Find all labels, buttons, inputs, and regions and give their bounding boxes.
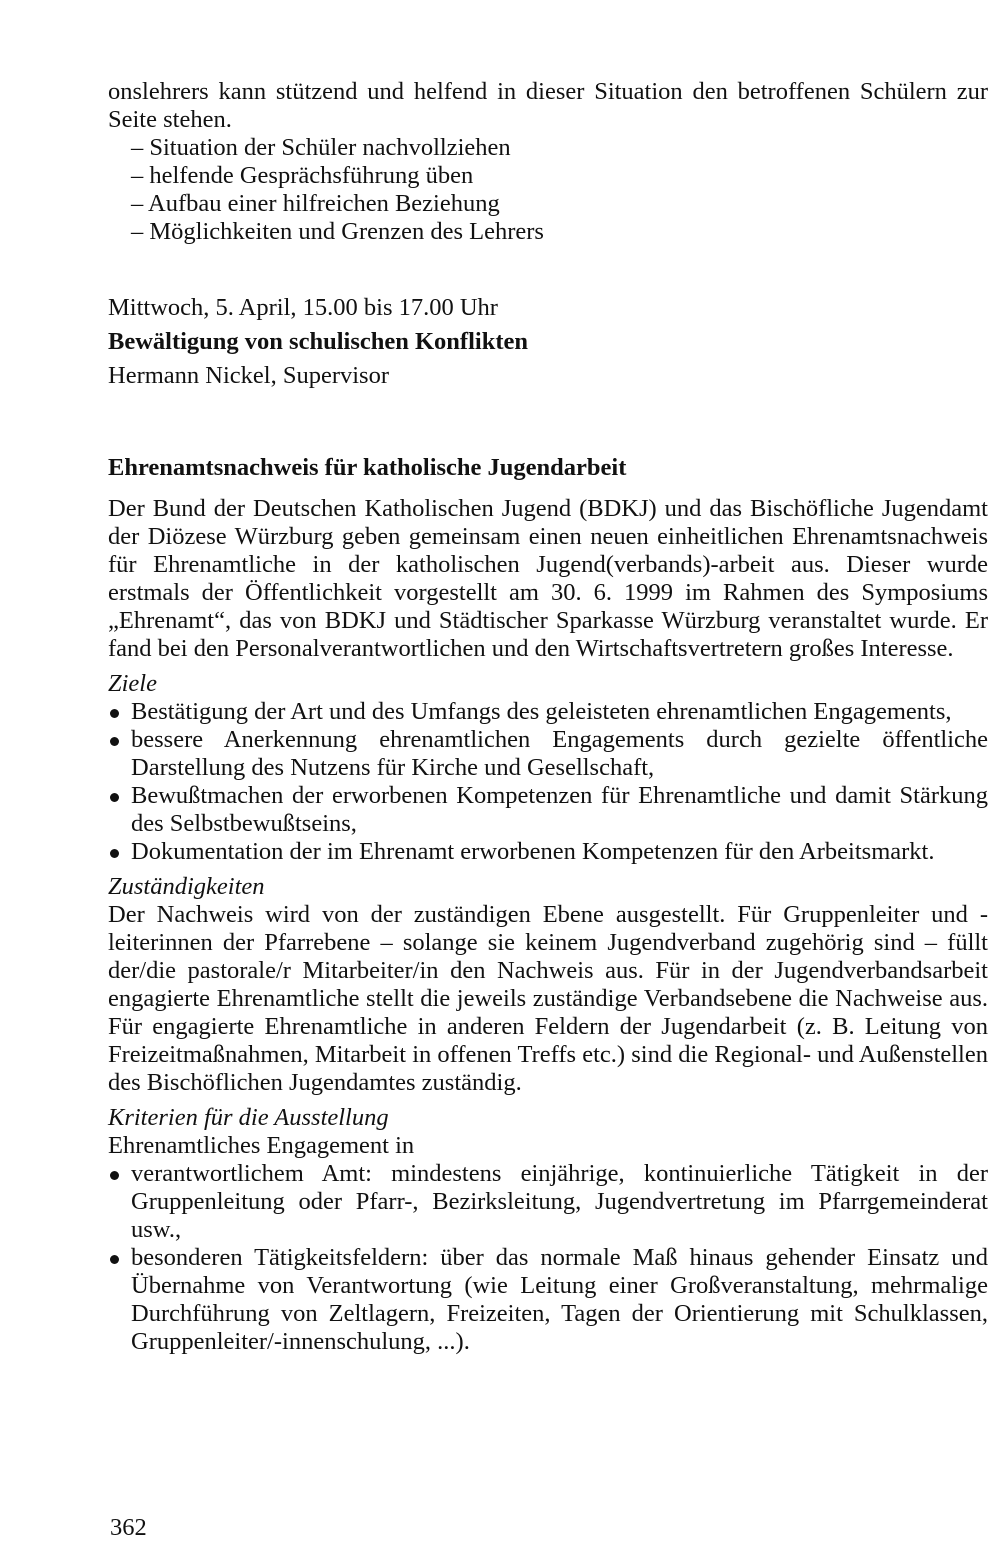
kriterien-list-item: besonderen Tätigkeitsfeldern: über das normale Maß hinaus gehender Einsatz und Übernahme von Verantwortung (wie Leitung einer Großveranstaltung, mehrmalige Durchführung von Zeltlagern, Freizeiten, Tagen der Orientierung mit Schulklassen, Gruppenleiter/-innenschulung, ...). bbox=[108, 1244, 988, 1356]
ziele-list-item: bessere Anerkennung ehrenamtlichen Engagements durch gezielte öffentliche Darstellung des Nutzens für Kirche und Gesellschaft, bbox=[108, 726, 988, 782]
session-date: Mittwoch, 5. April, 15.00 bis 17.00 Uhr bbox=[108, 294, 498, 321]
ziele-list-item: Bestätigung der Art und des Umfangs des geleisteten ehrenamtlichen Engagements, bbox=[108, 698, 988, 726]
kriterien-list-item: verantwortlichem Amt: mindestens einjährige, kontinuierliche Tätigkeit in der Gruppenleitung oder Pfarr-, Bezirksleitung, Jugendvertretung im Pfarrgemeinderat usw., bbox=[108, 1160, 988, 1244]
page-number: 362 bbox=[110, 1514, 147, 1541]
intro-list-item: – helfende Gesprächsführung üben bbox=[131, 162, 474, 189]
kriterien-heading: Kriterien für die Ausstellung bbox=[108, 1104, 389, 1131]
ziele-heading: Ziele bbox=[108, 670, 157, 697]
intro-paragraph: onslehrers kann stützend und helfend in dieser Situation den betroffenen Schülern zur Seite stehen. bbox=[108, 78, 988, 133]
section-intro: Der Bund der Deutschen Katholischen Jugend (BDKJ) und das Bischöfliche Jugendamt der Diözese Würzburg geben gemeinsam einen neuen einheitlichen Ehrenamtsnachweis für Ehrenamtliche in der katholischen Jugend(verbands)-arbeit aus. Dieser wurde erstmals der Öffentlichkeit vorgestellt am 30. 6. 1999 im Rahmen des Symposiums „Ehrenamt“, das von BDKJ und Städtischer Sparkasse Würzburg veranstaltet wurde. Er fand bei den Personalverantwortlichen und den Wirtschaftsvertretern großes Interesse. bbox=[108, 495, 988, 662]
intro-list-item: – Möglichkeiten und Grenzen des Lehrers bbox=[131, 218, 544, 245]
spacer bbox=[108, 246, 988, 294]
zustaendigkeiten-text: Der Nachweis wird von der zuständigen Ebene ausgestellt. Für Gruppenleiter und -leiterinnen der Pfarrebene – solange sie keinem Jugendverband zugehörig sind – füllt der/die pastorale/r Mitarbeiter/in den Nachweis aus. Für in der Jugendverbandsarbeit engagierte Ehrenamtliche stellt die jeweils zuständige Verbandsebene die Nachweise aus. Für engagierte Ehrenamtliche in anderen Feldern der Jugendarbeit (z. B. Leitung von Freizeitmaßnahmen, Mitarbeit in offenen Treffs etc.) sind die Regional- und Außenstellen des Bischöflichen Jugendamtes zuständig. bbox=[108, 901, 988, 1096]
ziele-list-item: Dokumentation der im Ehrenamt erworbenen Kompetenzen für den Arbeitsmarkt. bbox=[108, 838, 988, 866]
section-title: Ehrenamtsnachweis für katholische Jugendarbeit bbox=[108, 454, 627, 481]
spacer bbox=[108, 390, 988, 454]
intro-list-item: – Aufbau einer hilfreichen Beziehung bbox=[131, 190, 500, 217]
ziele-list bbox=[108, 698, 988, 866]
kriterien-lead: Ehrenamtliches Engagement in bbox=[108, 1132, 415, 1159]
page-content bbox=[108, 78, 988, 1356]
zustaendigkeiten-heading: Zuständigkeiten bbox=[108, 873, 265, 900]
intro-list-item: – Situation der Schüler nachvollziehen bbox=[131, 134, 511, 161]
ziele-list-item: Bewußtmachen der erworbenen Kompetenzen für Ehrenamtliche und damit Stärkung des Selbstbewußtseins, bbox=[108, 782, 988, 838]
intro-list bbox=[108, 134, 988, 246]
session-title: Bewältigung von schulischen Konflikten bbox=[108, 328, 528, 355]
session-speaker: Hermann Nickel, Supervisor bbox=[108, 362, 389, 389]
kriterien-list bbox=[108, 1160, 988, 1356]
